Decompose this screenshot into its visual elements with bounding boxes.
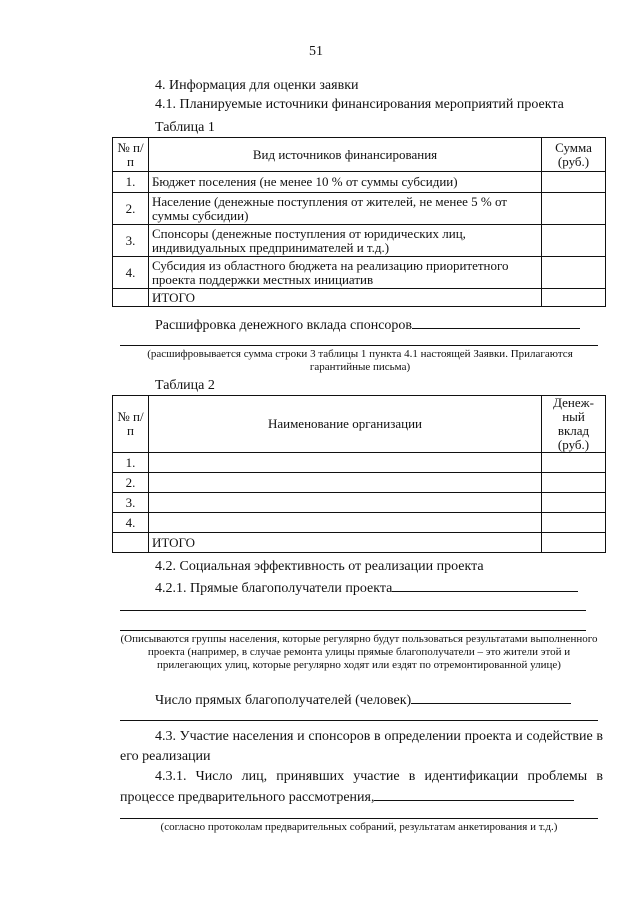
row-sum-cell xyxy=(542,225,606,257)
sponsor-contributions-table xyxy=(112,395,606,553)
table-row xyxy=(113,453,606,473)
total-label: ИТОГО xyxy=(148,289,541,307)
table-row xyxy=(113,172,606,193)
beneficiaries-blank-line-2[interactable] xyxy=(120,630,586,631)
contrib-cell xyxy=(542,493,606,513)
row-num: 2. xyxy=(113,193,149,225)
row-num: 4. xyxy=(113,257,149,289)
row-sum-cell xyxy=(542,257,606,289)
total-contrib-cell xyxy=(542,533,606,553)
row-source: Спонсоры (денежные поступления от юридических лиц, индивидуальных предпринимателей и т.д.) xyxy=(148,225,541,257)
table1-header-sum: Сумма (руб.) xyxy=(542,138,606,172)
beneficiaries-count-label: Число прямых благополучателей (человек) xyxy=(155,693,412,708)
total-num-cell xyxy=(113,289,149,307)
beneficiaries-blank-line-1[interactable] xyxy=(120,610,586,611)
sponsors-blank-line[interactable] xyxy=(120,345,598,346)
table1-total-row xyxy=(113,289,606,307)
beneficiaries-blank[interactable] xyxy=(392,578,578,592)
table-row xyxy=(113,513,606,533)
row-sum-cell xyxy=(542,193,606,225)
org-name-cell xyxy=(148,473,541,493)
row-sum-cell xyxy=(542,172,606,193)
total-label: ИТОГО xyxy=(148,533,541,553)
sponsors-blank[interactable] xyxy=(412,315,580,329)
total-sum-cell xyxy=(542,289,606,307)
table2-total-row xyxy=(113,533,606,553)
org-name-cell xyxy=(148,513,541,533)
section-4-2-heading: 4.2. Социальная эффективность от реализации проекта xyxy=(155,559,484,574)
row-num: 1. xyxy=(113,172,149,193)
table2-header-org: Наименование организации xyxy=(148,396,541,453)
table-row xyxy=(113,193,606,225)
contrib-cell xyxy=(542,453,606,473)
row-num: 3. xyxy=(113,225,149,257)
section-4-2-1-heading: 4.2.1. Прямые благополучатели проекта xyxy=(155,581,393,596)
table2-caption: Таблица 2 xyxy=(155,378,215,393)
table2-header-contrib: Денеж-ный вклад (руб.) xyxy=(542,396,606,453)
section-4-3-1-line xyxy=(120,767,603,808)
section-4-3-1-text: 4.3.1. Число лиц, принявших участие в идентификации проблемы в процессе предварительного рассмотрения, xyxy=(120,769,603,805)
table-row xyxy=(113,225,606,257)
beneficiaries-note: (Описываются группы населения, которые регулярно будут пользоваться результатами выполненного проекта (например, в случае ремонта улицы прямые благополучатели – это жители этой и прилегающих улиц, которые регулярно ходят или ездят по отремонтированной улице) xyxy=(120,633,598,671)
row-source: Субсидия из областного бюджета на реализацию приоритетного проекта поддержки местных инициатив xyxy=(148,257,541,289)
org-name-cell xyxy=(148,453,541,473)
table1-header-source: Вид источников финансирования xyxy=(148,138,541,172)
sponsors-label-line xyxy=(155,315,580,334)
contrib-cell xyxy=(542,473,606,493)
table-row xyxy=(113,257,606,289)
section-4-heading: 4. Информация для оценки заявки xyxy=(155,78,359,93)
row-num: 3. xyxy=(113,493,149,513)
table1-caption: Таблица 1 xyxy=(155,120,215,135)
page-number: 51 xyxy=(309,44,323,59)
sponsors-label: Расшифровка денежного вклада спонсоров xyxy=(155,318,413,333)
org-name-cell xyxy=(148,493,541,513)
participants-blank[interactable] xyxy=(374,787,574,801)
financing-sources-table xyxy=(112,137,606,307)
row-num: 1. xyxy=(113,453,149,473)
section-4-3-heading: 4.3. Участие населения и спонсоров в определении проекта и содействие в его реализации xyxy=(120,729,603,764)
table-row xyxy=(113,473,606,493)
total-num-cell xyxy=(113,533,149,553)
table1-header-num: № п/п xyxy=(113,138,149,172)
row-num: 2. xyxy=(113,473,149,493)
beneficiaries-count-blank-line[interactable] xyxy=(120,720,598,721)
row-num: 4. xyxy=(113,513,149,533)
beneficiaries-count-blank[interactable] xyxy=(411,690,571,704)
table2-header-num: № п/п xyxy=(113,396,149,453)
table1-header-row xyxy=(113,138,606,172)
sponsors-note: (расшифровывается сумма строки 3 таблицы 1 пункта 4.1 настоящей Заявки. Прилагаются гарантийные письма) xyxy=(147,348,573,373)
row-source: Население (денежные поступления от жителей, не менее 5 % от суммы субсидии) xyxy=(148,193,541,225)
table2-header-row xyxy=(113,396,606,453)
row-source: Бюджет поселения (не менее 10 % от суммы субсидии) xyxy=(148,172,541,193)
beneficiaries-count-line xyxy=(155,690,571,709)
table-row xyxy=(113,493,606,513)
section-4-1-heading: 4.1. Планируемые источники финансирования мероприятий проекта xyxy=(155,97,564,112)
beneficiaries-line xyxy=(155,578,578,597)
participants-blank-line[interactable] xyxy=(120,818,598,819)
contrib-cell xyxy=(542,513,606,533)
participants-note: (согласно протоколам предварительных собраний, результатам анкетирования и т.д.) xyxy=(160,821,558,833)
